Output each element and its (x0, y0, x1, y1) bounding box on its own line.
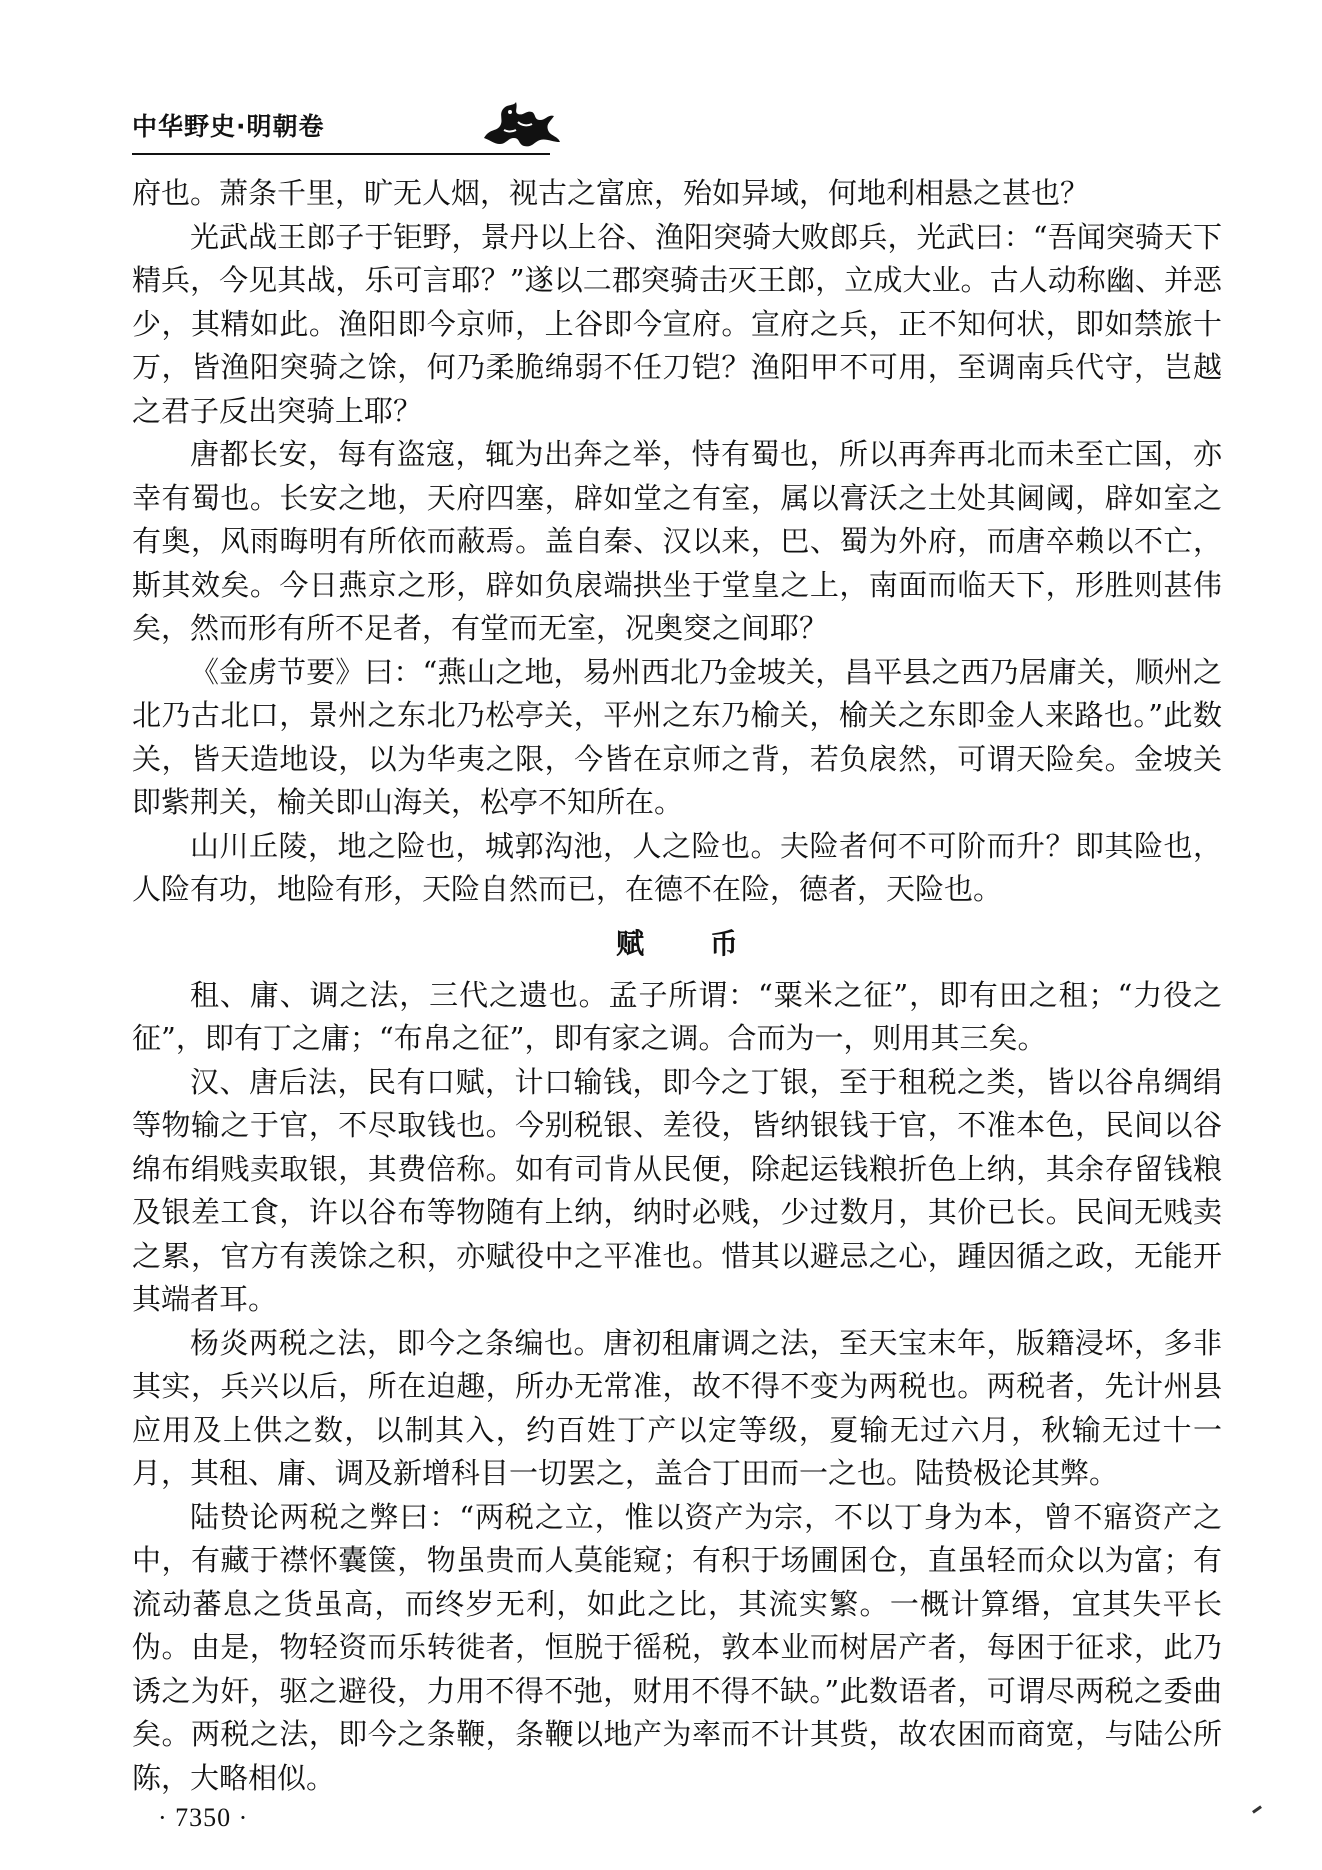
paragraph: 杨炎两税之法，即今之条编也。唐初租庸调之法，至天宝末年，版籍浸坏，多非其实，兵兴以后，所在迫趣，所办无常准，故不得不变为两税也。两税者，先计州县应用及上供之数，以制其入，约百姓丁产以定等级，夏输无过六月，秋输无过十一月，其租、庸、调及新增科目一切罢之，盖合丁田而一之也。陆贽极论其弊。 (132, 1325, 1222, 1490)
running-header (132, 112, 1222, 154)
scan-mark (1252, 1805, 1262, 1813)
page-number: · 7350 · (158, 1803, 249, 1832)
paragraph: 府也。萧条千里，旷无人烟，视古之富庶，殆如异域，何地利相悬之甚也？ (132, 176, 1090, 210)
book-title: 中华野史·明朝卷 (132, 112, 325, 141)
paragraph: 租、庸、调之法，三代之遗也。孟子所谓：“粟米之征”，即有田之租；“力役之征”，即有丁之庸；“布帛之征”，即有家之调。合而为一，则用其三矣。 (132, 977, 1222, 1055)
paragraph: 唐都长安，每有盗寇，辄为出奔之举，恃有蜀也，所以再奔再北而未至亡国，亦幸有蜀也。长安之地，天府四塞，辟如堂之有室，属以膏沃之土处其阃阈，辟如室之有奥，风雨晦明有所依而蔽焉。盖自秦、汉以来，巴、蜀为外府，而唐卒赖以不亡，斯其效矣。今日燕京之形，辟如负扆端拱坐于堂皇之上，南面而临天下，形胜则甚伟矣，然而形有所不足者，有堂而无室，况奥窔之间耶？ (132, 437, 1222, 645)
page-body (132, 172, 1222, 1800)
section-heading: 赋 币 (616, 926, 766, 960)
paragraph: 《金虏节要》曰：“燕山之地，易州西北乃金坡关，昌平县之西乃居庸关，顺州之北乃古北口，景州之东北乃松亭关，平州之东乃榆关，榆关之东即金人来路也。”此数关，皆天造地设，以为华夷之限，今皆在京师之背，若负扆然，可谓天险矣。金坡关即紫荆关，榆关即山海关，松亭不知所在。 (132, 654, 1222, 819)
paragraph: 陆贽论两税之弊曰：“两税之立，惟以资产为宗，不以丁身为本，曾不寤资产之中，有藏于襟怀囊箧，物虽贵而人莫能窥；有积于场圃囷仓，直虽轻而众以为富；有流动蕃息之货虽高，而终岁无利，如此之比，其流实繁。一概计算缗，宜其失平长伪。由是，物轻资而乐转徙者，恒脱于徭税，敦本业而树居产者，每困于征求，此乃诱之为奸，驱之避役，力用不得不弛，财用不得不缺。”此数语者，可谓尽两税之委曲矣。两税之法，即今之条鞭，条鞭以地产为率而不计其赀，故农困而商宽，与陆公所陈，大略相似。 (132, 1499, 1222, 1795)
dragon-emblem-icon (474, 98, 564, 150)
paragraph: 汉、唐后法，民有口赋，计口输钱，即今之丁银，至于租税之类，皆以谷帛绸绢等物输之于官，不尽取钱也。今别税银、差役，皆纳银钱于官，不准本色，民间以谷绵布绢贱卖取银，其费倍称。如有司肯从民便，除起运钱粮折色上纳，其余存留钱粮及银差工食，许以谷布等物随有上纳，纳时必贱，少过数月，其价已长。民间无贱卖之累，官方有羡馀之积，亦赋役中之平准也。惜其以避忌之心，踵因循之政，无能开其端者耳。 (132, 1064, 1222, 1316)
header-divider (132, 153, 550, 155)
paragraph: 山川丘陵，地之险也，城郭沟池，人之险也。夫险者何不可阶而升？即其险也，人险有功，地险有形，天险自然而已，在德不在险，德者，天险也。 (132, 828, 1222, 906)
paragraph: 光武战王郎子于钜野，景丹以上谷、渔阳突骑大败郎兵，光武曰：“吾闻突骑天下精兵，今见其战，乐可言耶？”遂以二郡突骑击灭王郎，立成大业。古人动称幽、并恶少，其精如此。渔阳即今京师，上谷即今宣府。宣府之兵，正不知何状，即如禁旅十万，皆渔阳突骑之馀，何乃柔脆绵弱不任刀铠？渔阳甲不可用，至调南兵代守，岂越之君子反出突骑上耶？ (132, 219, 1222, 428)
